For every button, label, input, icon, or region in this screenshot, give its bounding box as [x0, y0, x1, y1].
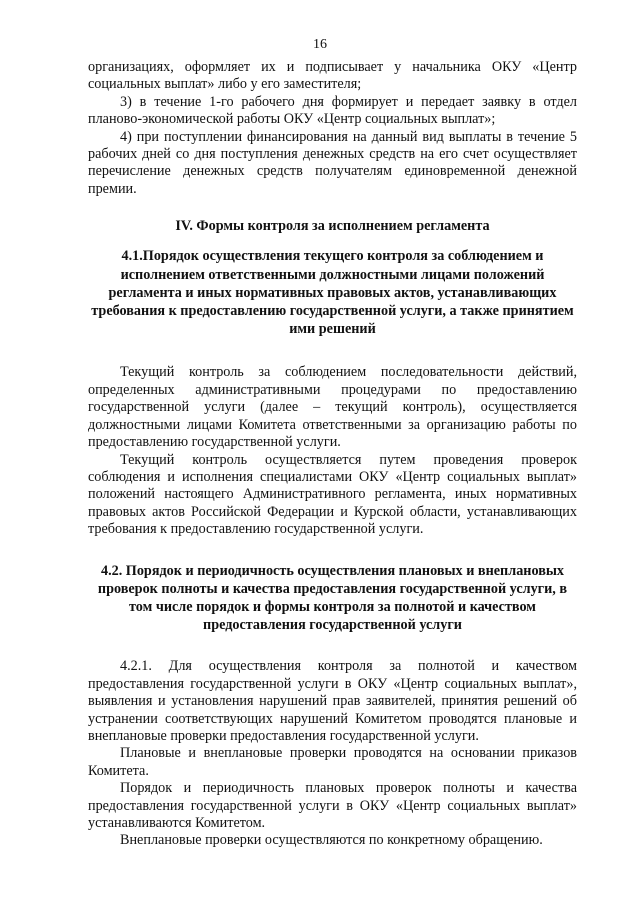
subsection-heading: 4.1.Порядок осуществления текущего контроля за соблюдением и исполнением ответственными должностными лицами положений регламента и иных нормативных правовых актов, устанавливающих требования к предоставлению государственной услуги, а также принятием ими решений — [91, 248, 574, 338]
subsection-heading: 4.2. Порядок и периодичность осуществления плановых и внеплановых проверок полноты и качества предоставления государственной услуги, в том числе порядок и формы контроля за полнотой и качеством предоставления государственной услуги — [97, 562, 568, 634]
section-heading: IV. Формы контроля за исполнением регламента — [175, 218, 490, 235]
paragraph: 4) при поступлении финансирования на данный вид выплаты в течение 5 рабочих дней со дня поступления денежных средств на его счет осуществляет перечисление денежных средств получателям единовременной денежной премии. — [88, 128, 577, 197]
paragraph: Плановые и внеплановые проверки проводятся на основании приказов Комитета. — [88, 745, 577, 779]
page-number: 16 — [313, 37, 327, 52]
paragraph: Внеплановые проверки осуществляются по конкретному обращению. — [120, 832, 543, 849]
document-body — [88, 59, 577, 850]
paragraph: 3) в течение 1-го рабочего дня формирует и передает заявку в отдел планово-экономической работы ОКУ «Центр социальных выплат»; — [88, 93, 577, 128]
paragraph: 4.2.1. Для осуществления контроля за полнотой и качеством предоставления государственной услуги в ОКУ «Центр социальных выплат», выявления и установления нарушений прав заявителей, принятия решений об устранении соответствующих нарушений Комитетом проводятся плановые и внеплановые проверки предоставления государственной услуги. — [88, 658, 577, 744]
paragraph: Порядок и периодичность плановых проверок полноты и качества предоставления государственной услуги в ОКУ «Центр социальных выплат» устанавливаются Комитетом. — [88, 780, 577, 831]
paragraph: организациях, оформляет их и подписывает у начальника ОКУ «Центр социальных выплат» либо у его заместителя; — [88, 59, 577, 93]
paragraph: Текущий контроль за соблюдением последовательности действий, определенных административными процедурами по предоставлению государственной услуги (далее – текущий контроль), осуществляется должностными лицами Комитета ответственными за организацию работы по предоставлению государственной услуги. — [88, 364, 577, 451]
paragraph: Текущий контроль осуществляется путем проведения проверок соблюдения и исполнения специалистами ОКУ «Центр социальных выплат» положений настоящего Административного регламента, иных нормативных правовых актов Российской Федерации и Курской области, устанавливающих требования к предоставлению государственной услуги. — [88, 451, 577, 538]
